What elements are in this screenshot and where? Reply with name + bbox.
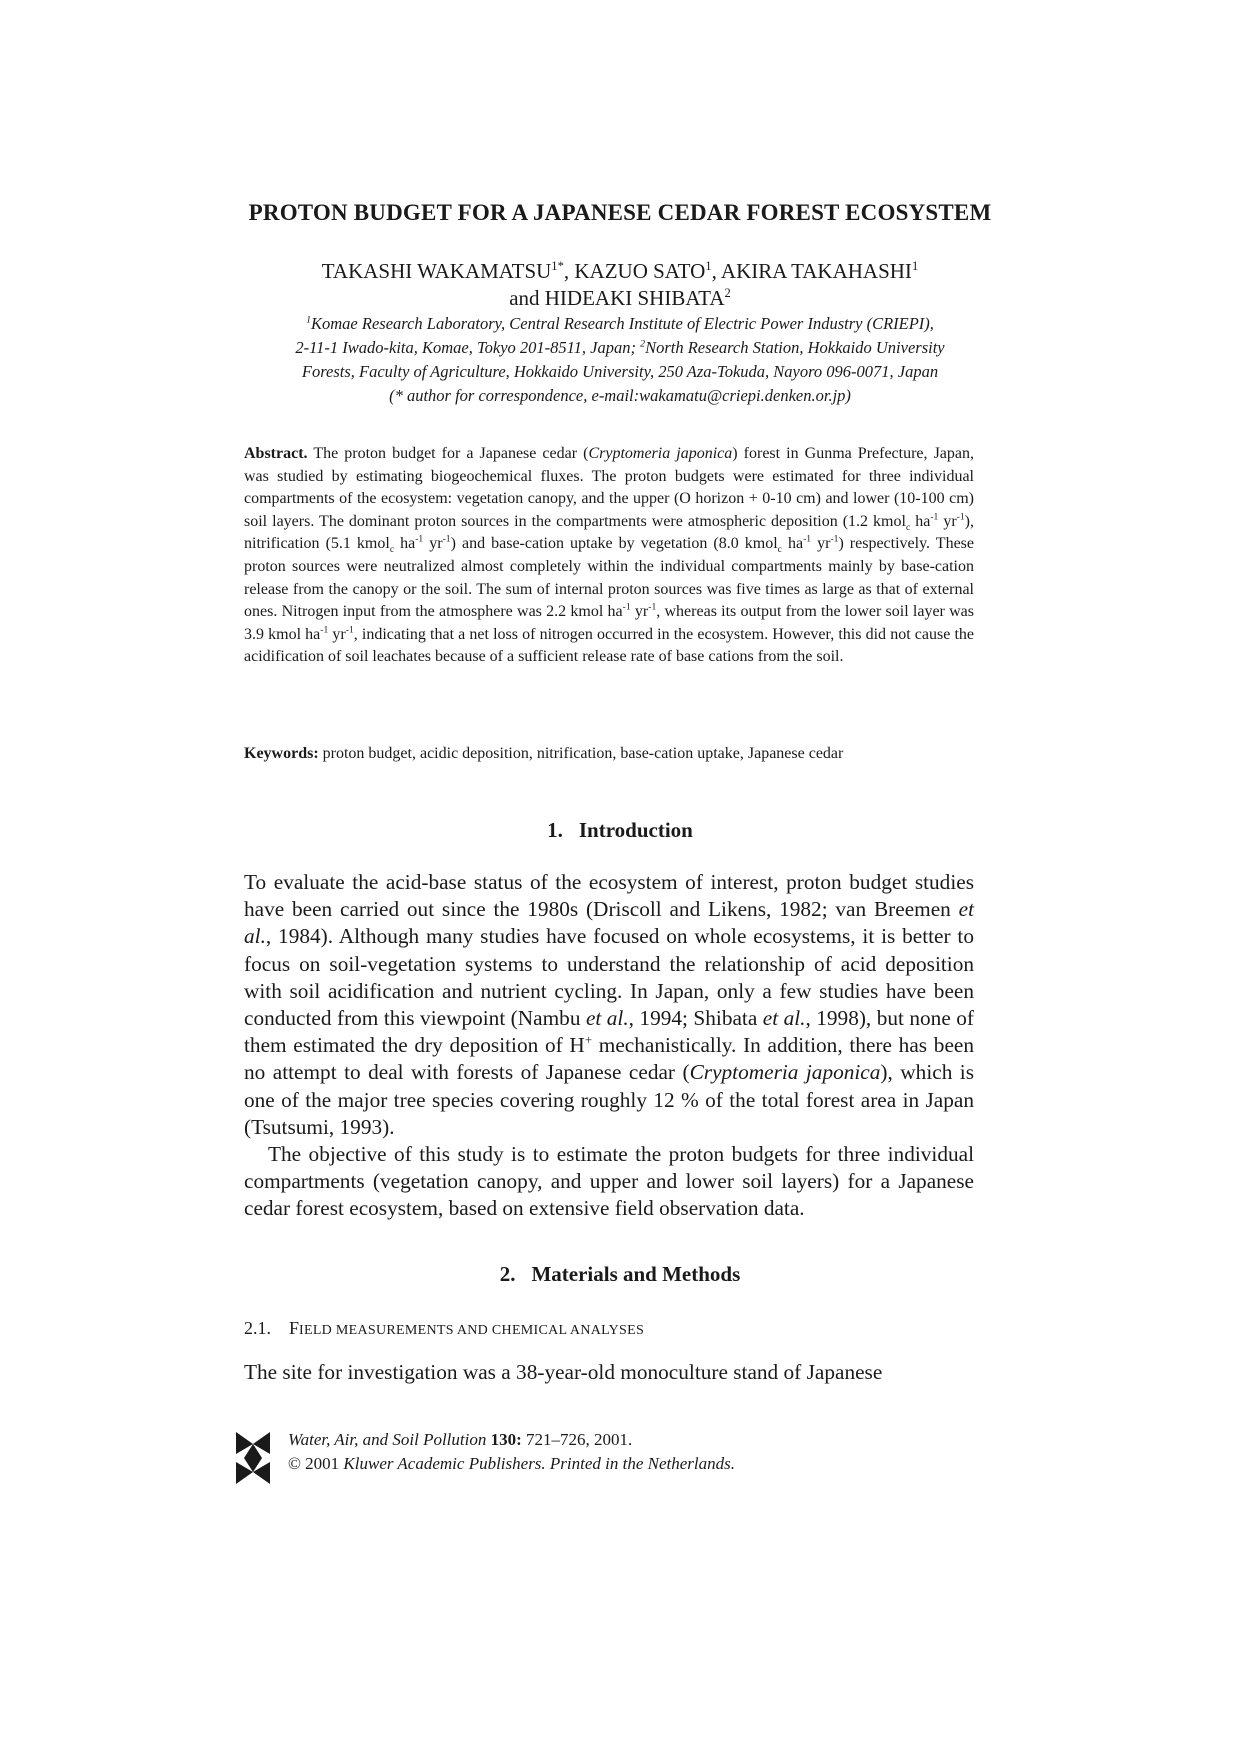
citation-etal: et al. [762,1006,806,1031]
paragraph-text: , 1994; Shibata [628,1006,763,1031]
abstract-text: , indicating that a net loss of nitrogen occurred in the ecosystem. However, this did not cause the acidification of soil leachates because of a sufficient release rate of base cations from the soil. [244,625,974,666]
unit-text: ha [781,535,804,553]
author-name: HIDEAKI SHIBATA [544,286,725,310]
paragraph-text: mechanistically. In addition, there has been no attempt to deal with forests of Japanese cedar ( [244,1033,974,1085]
unit-superscript: -1 [442,534,451,546]
author-superscript: 2 [724,286,731,300]
abstract-text: ) forest in Gunma Prefecture, Japan, was studied by estimating biogeochemical fluxes. The proton budgets were estimated for three individual compartments of the ecosystem: vegetation canopy, and the upper (O horizon + 0-10 cm) and lower (10-100 cm) soil layers. The dominant proton sources in the compartments were atmospheric deposition (1.2 kmol [244,445,975,530]
kluwer-logo-icon [236,1432,270,1484]
paragraph [244,869,974,1141]
author-name: TAKASHI WAKAMATSU [321,259,552,283]
affiliation-line: Forests, Faculty of Agriculture, Hokkaido University, 250 Aza-Tokuda, Nayoro 096-0071, Japan [301,362,939,381]
subsection-initial: F [289,1318,300,1338]
subsection-title: IELD MEASUREMENTS AND CHEMICAL ANALYSES [299,1323,645,1338]
abstract-text: ) respectively. These proton sources were neutralized almost completely within the individual compartments mainly by base-cation release from the canopy or the soil. The sum of internal proton sources was five times as large as that of external ones. Nitrogen input from the atmosphere was 2.2 kmol ha [244,535,975,621]
author-list: TAKASHI $WAKAMATSU^{1*}$, KAZUO SATO$^1$, AKIRA TAKAHASHI$^1$ and HIDEAKI SHIBATA$^2$ [321,259,919,310]
species-name: Cryptomeria japonica [689,1060,881,1085]
unit-text: ha [394,535,416,553]
methods-body [244,1359,974,1386]
author-conjunction: and [509,286,540,310]
unit-superscript: -1 [320,624,329,636]
abstract-text: , whereas its output from the lower soil layer was 3.9 kmol ha [244,603,975,643]
affiliation-marker: 1 [306,314,311,326]
journal-name: Water, Air, and Soil Pollution [288,1430,487,1449]
paragraph: The site for investigation was a 38-year-old monoculture stand of Japanese [244,1360,883,1384]
paragraph-text: ), which is one of the major tree species covering roughly 12 % of the total forest area in Japan (Tsutsumi, 1993). [244,1060,975,1139]
paper-title: PROTON BUDGET FOR A JAPANESE CEDAR FOREST ECOSYSTEM [248,200,992,225]
affiliation-marker: 2 [640,338,646,350]
subsection-number: 2.1. [244,1318,271,1338]
affiliations [0,312,1240,408]
unit-text: yr [938,512,957,530]
abstract-text: ) and base-cation uptake by vegetation (8.0 kmol [450,535,778,553]
keywords [244,743,974,765]
section-heading-materials-methods [0,1262,1240,1287]
publication-footer [236,1428,976,1492]
journal-volume: 130: [490,1430,522,1449]
unit-text: yr [423,535,443,553]
section-title: Materials and Methods [531,1262,741,1286]
copyright-notice: © 2001 [288,1454,340,1473]
affiliation-line: North Research Station, Hokkaido University [645,338,945,357]
paragraph-text: , 1998), but none of them estimated the dry deposition of H [244,1006,974,1058]
author-superscript: 1 [705,259,712,273]
unit-superscript: -1 [415,534,424,546]
unit-text: yr [630,603,649,621]
unit-text: yr [811,535,831,553]
introduction-body [244,869,974,1223]
paragraph-text: To evaluate the acid-base status of the ecosystem of interest, proton budget studies have been carried out since the 1980s (Driscoll and Likens, 1982; van Breemen [244,870,974,922]
subsection-heading [244,1318,974,1339]
unit-subscript: c [905,521,911,533]
citation-block [288,1428,735,1476]
unit-superscript: -1 [622,601,631,613]
unit-text: ha [910,512,931,530]
abstract [244,443,974,669]
species-name: Cryptomeria japonica [588,445,733,462]
unit-superscript: -1 [830,534,839,546]
author-superscript: 1 [911,259,919,273]
author-superscript: 1* [551,259,564,273]
unit-superscript: -1 [345,624,354,636]
ion-charge: + [584,1033,593,1048]
affiliation-line: Komae Research Laboratory, Central Research Institute of Electric Power Industry (CRIEPI), [311,314,934,333]
paragraph-text: , 1984). Although many studies have focused on whole ecosystems, it is better to focus on soil-vegetation systems to understand the relationship of acid deposition with soil acidification and nutrient cycling. In Japan, only a few studies have been conducted from this viewpoint (Nambu [244,924,974,1031]
unit-text: yr [328,625,346,643]
abstract-text: ), nitrification (5.1 kmol [244,512,974,553]
keywords-text: proton budget, acidic deposition, nitrification, base-cation uptake, Japanese cedar [322,745,844,762]
author-name: KAZUO SATO [574,259,706,283]
section-number: 2. [499,1262,516,1286]
citation-etal: et al. [244,897,974,949]
citation-etal: et al. [585,1006,629,1031]
section-number: 1. [547,818,563,842]
paragraph: The objective of this study is to estimate the proton budgets for three individual compartments (vegetation canopy, and upper and lower soil layers) for a Japanese cedar forest ecosystem, based on extensive field observation data. [244,1142,974,1221]
unit-superscript: -1 [648,601,657,613]
author-name: AKIRA TAKAHASHI [720,259,912,283]
unit-subscript: c [389,544,395,556]
section-heading-introduction [0,818,1240,843]
unit-superscript: -1 [930,511,939,523]
section-title: Introduction [578,818,693,842]
unit-superscript: -1 [803,534,812,546]
affiliation-line: 2-11-1 Iwado-kita, Komae, Tokyo 201-8511, Japan; [295,338,637,357]
journal-pages: 721–726, 2001. [521,1430,633,1449]
correspondence-line: (* author for correspondence, e-mail:wakamatu@criepi.denken.or.jp) [389,386,851,405]
abstract-text: The proton budget for a Japanese cedar ( [313,445,589,462]
unit-subscript: c [777,544,782,556]
keywords-label: Keywords: [244,745,319,762]
publisher-name: Kluwer Academic Publishers. Printed in the Netherlands. [343,1454,736,1473]
abstract-label: Abstract. [244,445,308,462]
unit-superscript: -1 [956,511,965,523]
